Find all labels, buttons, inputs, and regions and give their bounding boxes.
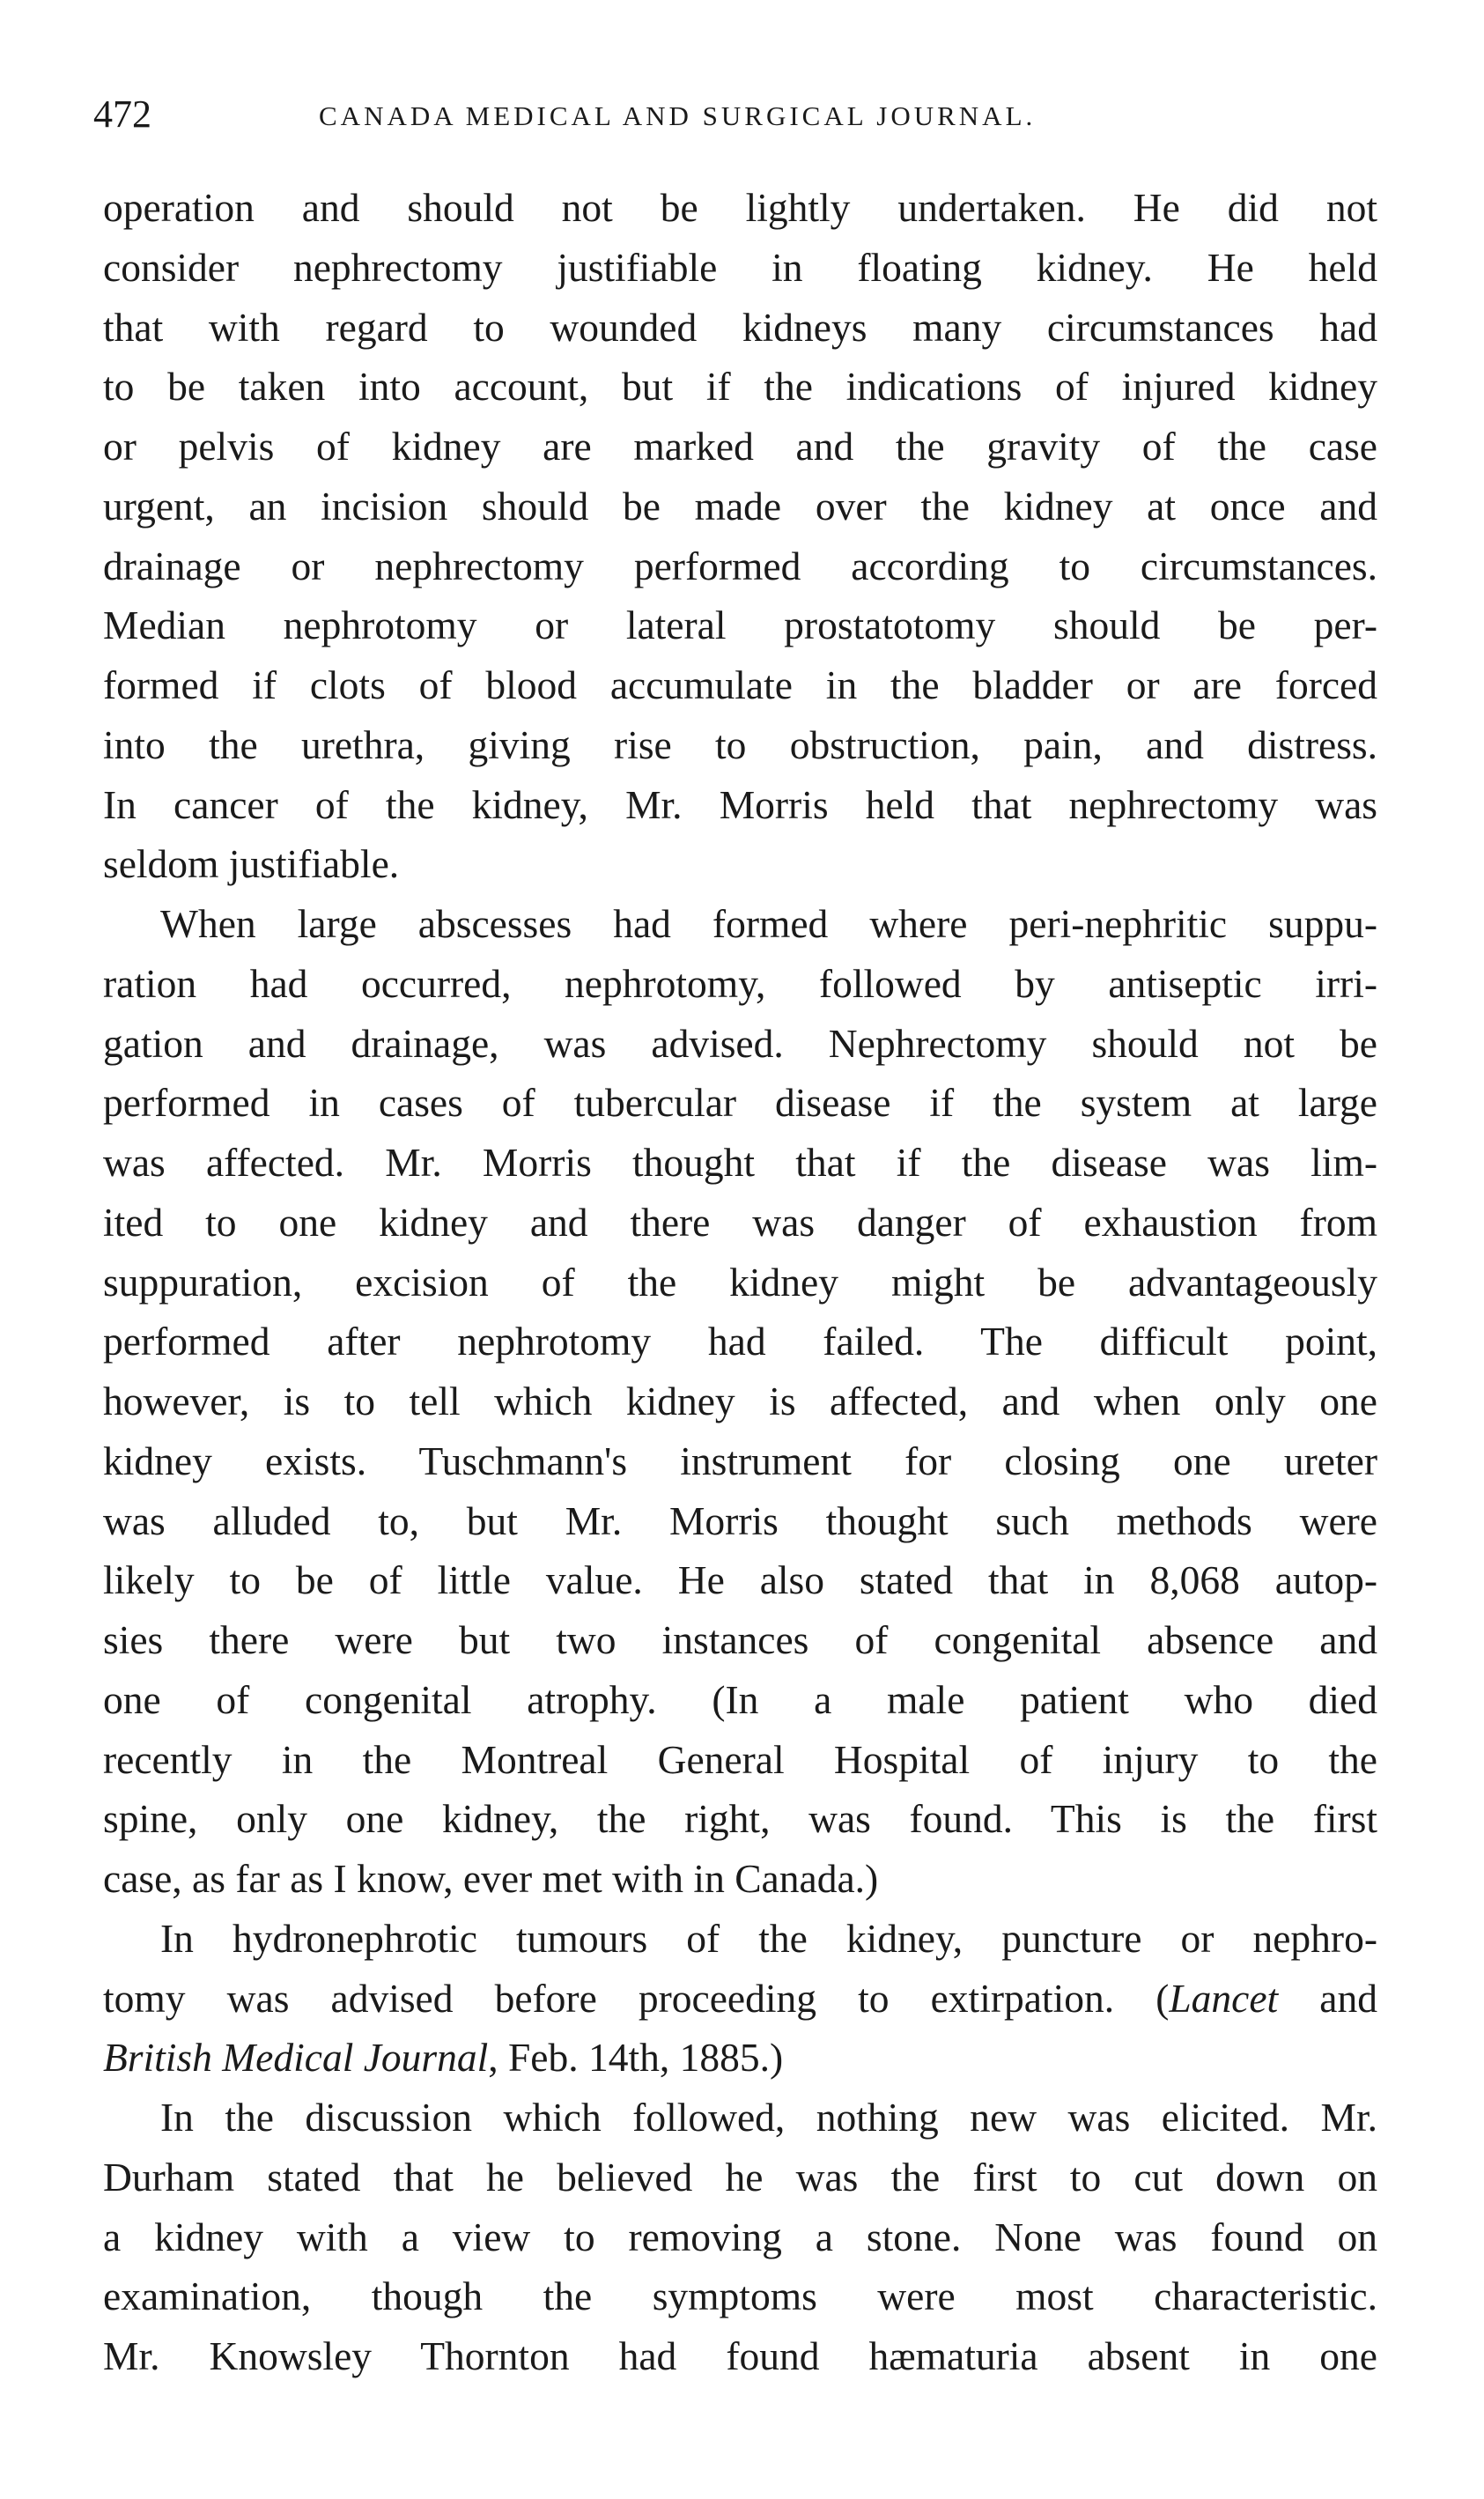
journal-citation-lancet: Lancet <box>1169 1975 1279 2021</box>
paragraph-1 <box>103 178 1377 894</box>
text-line: a kidney with a view to removing a stone. None was found on <box>103 2214 1377 2259</box>
text-line: operation and should not be lightly undertaken. He did not <box>103 185 1377 230</box>
citation-conjunction: and <box>1278 1975 1377 2021</box>
text-line: into the urethra, giving rise to obstruction, pain, and distress. <box>103 721 1377 767</box>
paragraph-3 <box>103 1909 1377 2088</box>
paragraph-2 <box>103 894 1377 1909</box>
paragraph-4 <box>103 2088 1377 2386</box>
text-line: examination, though the symptoms were most characteristic. <box>103 2273 1377 2319</box>
running-head: CANADA MEDICAL AND SURGICAL JOURNAL. <box>319 100 1037 131</box>
text-line: recently in the Montreal General Hospital of injury to the <box>103 1736 1377 1782</box>
text-line: case, as far as I know, ever met with in Canada.) <box>103 1856 879 1901</box>
text-line: performed after nephrotomy had failed. The difficult point, <box>103 1319 1377 1364</box>
text-line: one of congenital atrophy. (In a male patient who died <box>103 1676 1377 1722</box>
text-line <box>103 1969 1377 2029</box>
text-line: ited to one kidney and there was danger of exhaustion from <box>103 1199 1377 1245</box>
text-line <box>103 2028 1377 2088</box>
page-number: 472 <box>93 92 151 136</box>
text-line: drainage or nephrectomy performed according to circumstances. <box>103 543 1377 588</box>
text-line: formed if clots of blood accumulate in the bladder or are forced <box>103 662 1377 707</box>
page-header <box>93 88 1379 141</box>
text-line: urgent, an incision should be made over the kidney at once and <box>103 483 1377 529</box>
text-line: In hydronephrotic tumours of the kidney, puncture or nephro- <box>160 1915 1377 1961</box>
text-line: kidney exists. Tuschmann's instrument for closing one ureter <box>103 1438 1377 1483</box>
journal-citation-bmj: British Medical Journal <box>103 2035 489 2081</box>
text-line: or pelvis of kidney are marked and the gravity of the case <box>103 424 1377 469</box>
text-line: Median nephrotomy or lateral prostatotomy should be per- <box>103 603 1377 648</box>
text-fragment: tomy was advised before proceeding to extirpation. ( <box>103 1975 1170 2021</box>
text-line: In the discussion which followed, nothing new was elicited. Mr. <box>160 2095 1377 2140</box>
text-line: was alluded to, but Mr. Morris thought such methods were <box>103 1497 1377 1543</box>
text-line: was affected. Mr. Morris thought that if the disease was lim- <box>103 1140 1377 1185</box>
text-line: When large abscesses had formed where peri-nephritic suppu- <box>160 901 1377 946</box>
text-line: gation and drainage, was advised. Nephrectomy should not be <box>103 1020 1377 1066</box>
text-line: that with regard to wounded kidneys many circumstances had <box>103 304 1377 350</box>
text-line: to be taken into account, but if the indications of injured kidney <box>103 364 1377 410</box>
text-line: Durham stated that he believed he was the first to cut down on <box>103 2154 1377 2200</box>
text-line: likely to be of little value. He also stated that in 8,068 autop- <box>103 1557 1377 1603</box>
text-line: spine, only one kidney, the right, was found. This is the first <box>103 1796 1377 1842</box>
text-line: In cancer of the kidney, Mr. Morris held that nephrectomy was <box>103 781 1377 827</box>
text-line: performed in cases of tubercular disease if the system at large <box>103 1080 1377 1126</box>
text-line: sies there were but two instances of congenital absence and <box>103 1617 1377 1662</box>
text-line: suppuration, excision of the kidney might be advantageously <box>103 1259 1377 1305</box>
text-line: consider nephrectomy justifiable in floating kidney. He held <box>103 244 1377 290</box>
article-body <box>103 178 1377 2386</box>
text-line: however, is to tell which kidney is affected, and when only one <box>103 1379 1377 1423</box>
citation-date: , Feb. 14th, 1885.) <box>488 2035 784 2081</box>
text-line: seldom justifiable. <box>103 841 400 887</box>
text-line: Mr. Knowsley Thornton had found hæmaturia absent in one <box>103 2333 1377 2378</box>
text-line: ration had occurred, nephrotomy, followed by antiseptic irri- <box>103 960 1377 1006</box>
